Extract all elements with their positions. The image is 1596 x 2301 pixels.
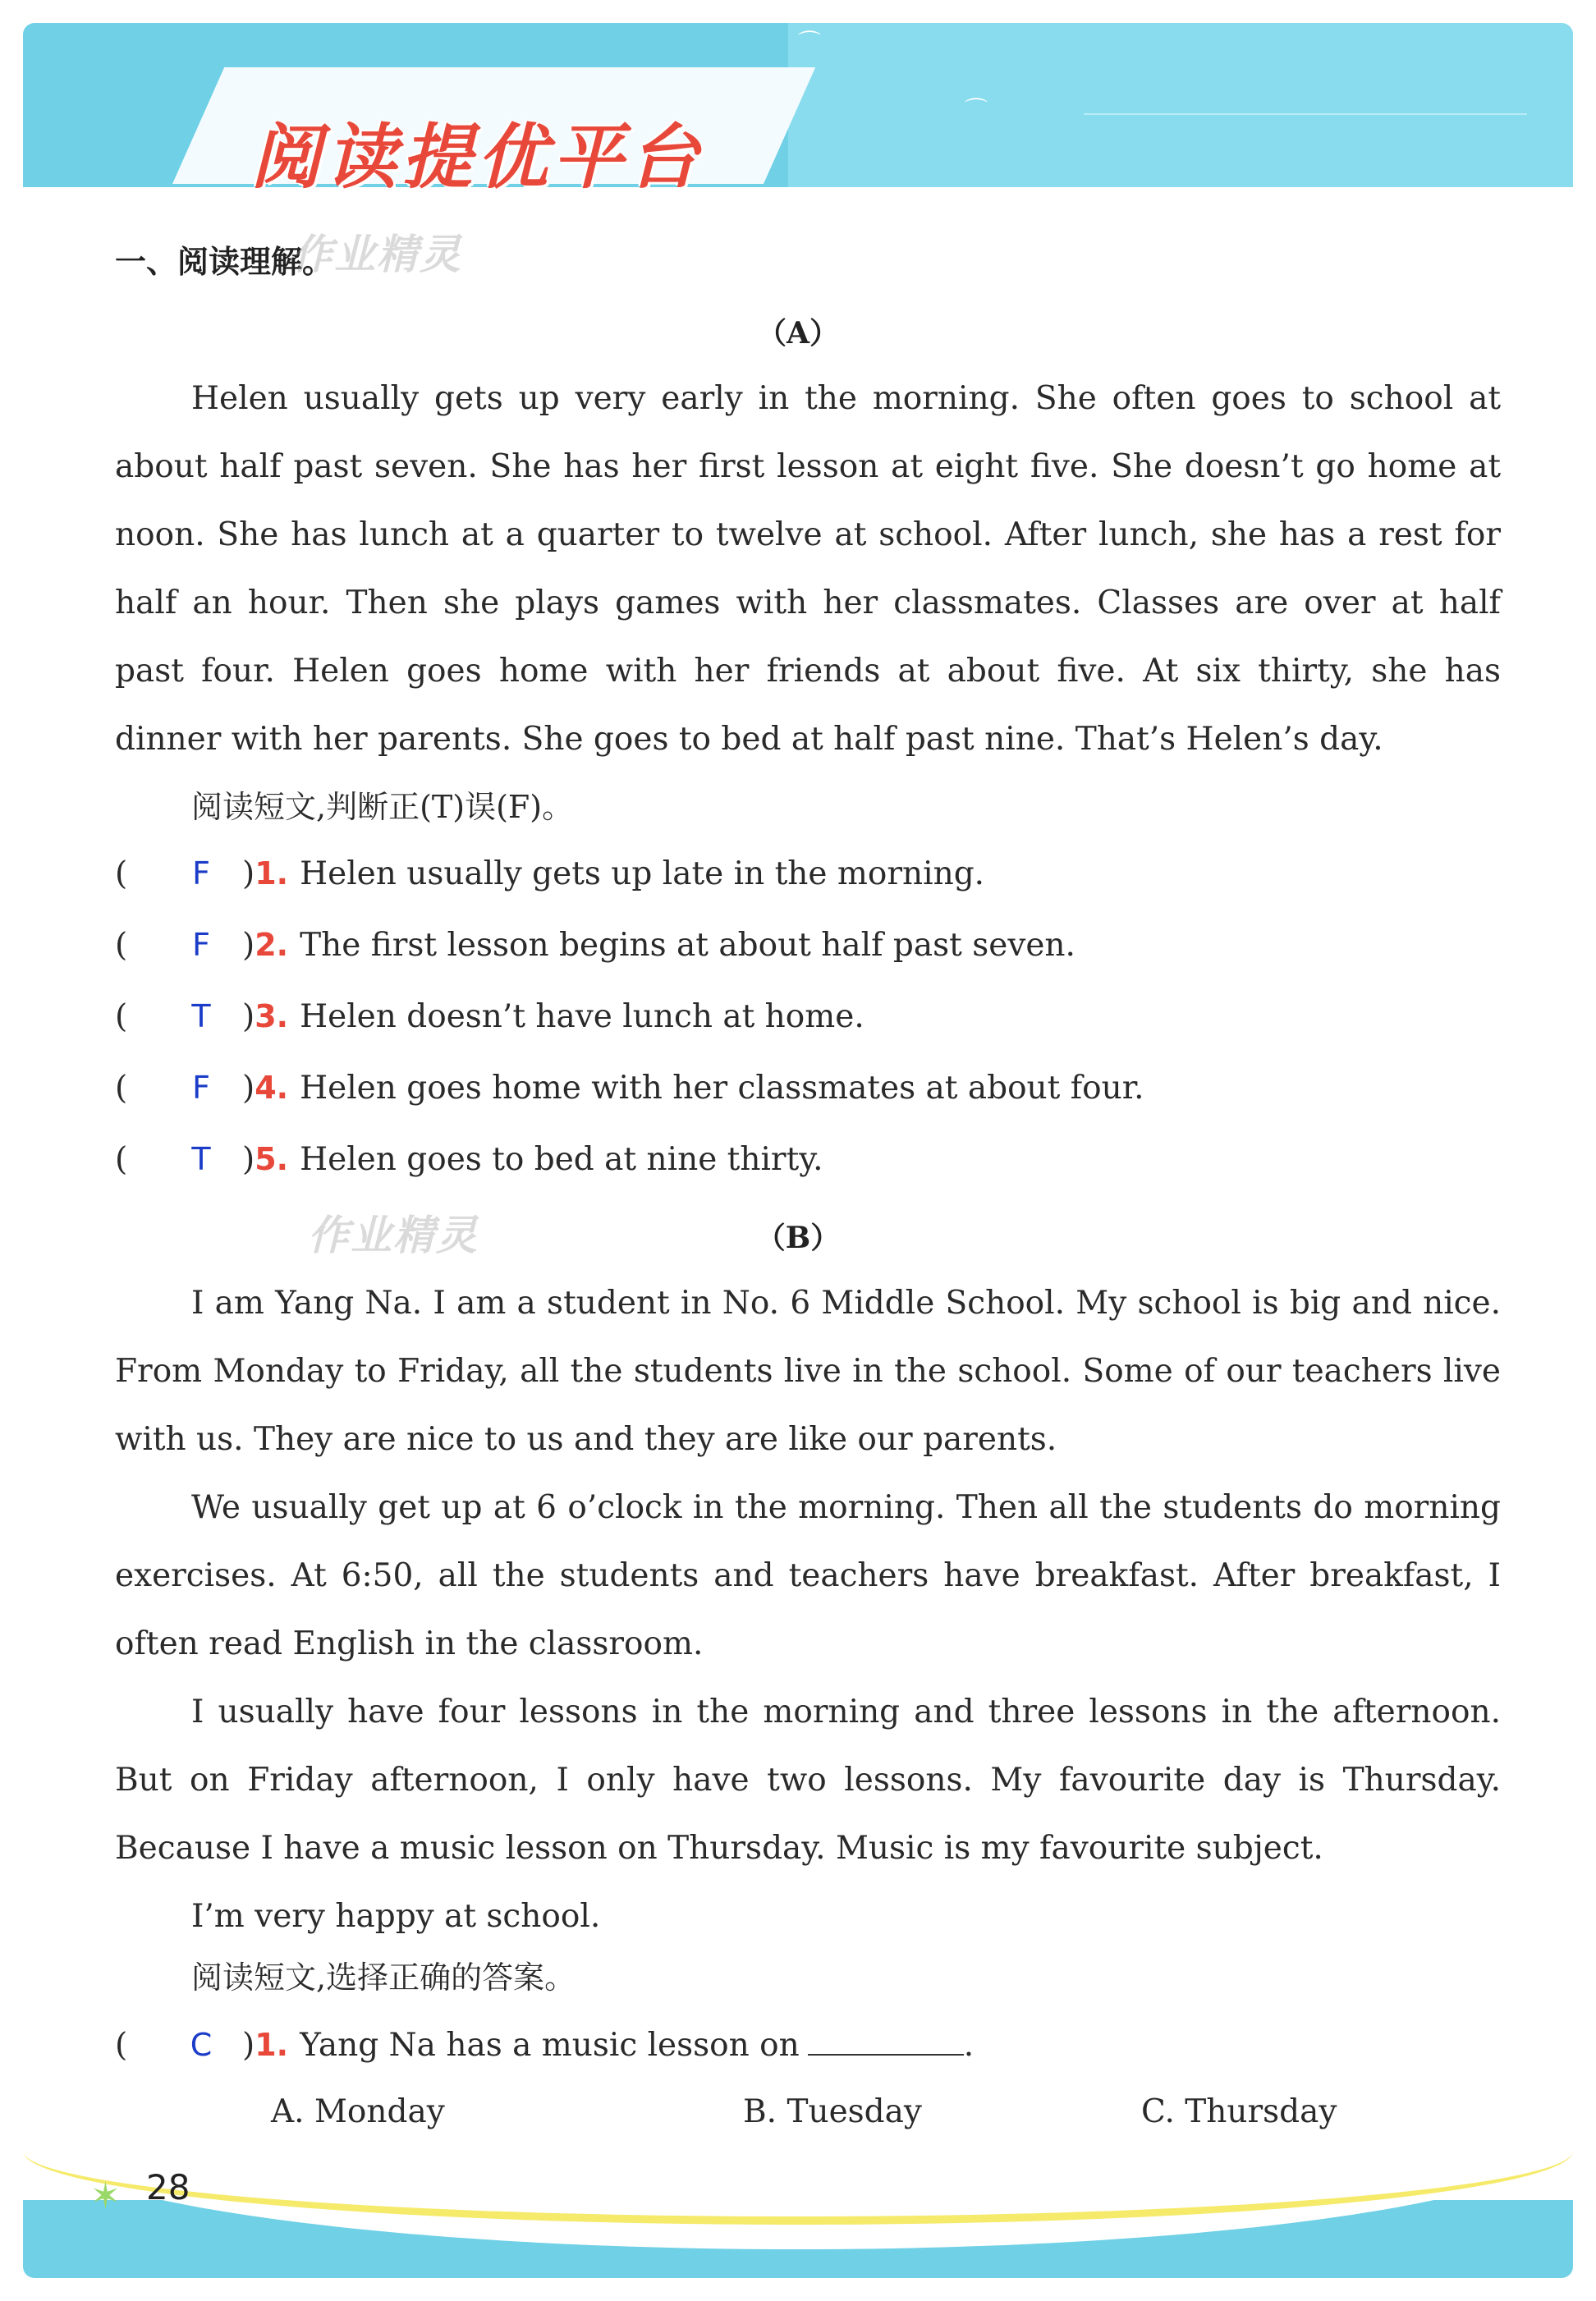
bird-icon: ⌒ — [965, 96, 988, 123]
answer-mark: T — [191, 998, 211, 1034]
question-text: Helen usually gets up late in the morning. — [300, 855, 985, 892]
bird-icon: ⌒ — [798, 29, 822, 56]
part-b-instruction: 阅读短文,选择正确的答案。 — [191, 1960, 576, 1996]
header-divider — [1084, 113, 1527, 115]
question-text: Helen goes to bed at nine thirty. — [300, 1141, 823, 1178]
star-icon: ✶ — [90, 2175, 121, 2217]
watermark: 作业精灵 — [291, 231, 462, 278]
answer-mark: F — [192, 927, 210, 963]
part-a-instruction: 阅读短文,判断正(T)误(F)。 — [191, 789, 574, 825]
question-row: ( C )1. Yang Na has a music lesson on . — [115, 2024, 974, 2064]
part-b-paragraph: We usually get up at 6 o’clock in the morning. Then all the students do morning exercises. At 6:50, all the students and teachers have breakfast. After breakfast, I often read English in the classroom. — [115, 1489, 1501, 1662]
question-row: ( F )4. Helen goes home with her classmates at about four. — [115, 1070, 1144, 1107]
answer-mark: F — [192, 855, 210, 892]
option-c: C. Thursday — [1141, 2093, 1337, 2130]
part-b-paragraph: I usually have four lessons in the morning and three lessons in the afternoon. But on Friday afternoon, I only have two lessons. My favourite day is Thursday. Because I have a music lesson on Thursday. Music is my favourite subject. — [115, 1694, 1501, 1867]
page-title: 阅读提优平台 — [250, 117, 704, 199]
watermark: 作业精灵 — [308, 1212, 479, 1259]
question-text: Helen doesn’t have lunch at home. — [300, 998, 864, 1035]
header-banner-highlight — [788, 23, 1573, 187]
question-row: ( F )2. The first lesson begins at about half past seven. — [115, 927, 1075, 964]
question-text: The first lesson begins at about half past seven. — [300, 927, 1075, 964]
question-text: Yang Na has a music lesson on — [300, 2027, 800, 2064]
section-heading: 一、阅读理解。 — [115, 244, 334, 280]
question-row: ( F )1. Helen usually gets up late in the morning. — [115, 855, 985, 892]
part-b-paragraph: I’m very happy at school. — [191, 1898, 601, 1935]
part-a-passage: Helen usually gets up very early in the morning. She often goes to school at about half past seven. She has her first lesson at eight five. She doesn’t go home at noon. She has lunch at a quarter to twelve at school. After lunch, she has a rest for half an hour. Then she plays games with her classmates. Classes are over at half past four. Helen goes home with her friends at about five. At six thirty, she has dinner with her parents. She goes to bed at half past nine. That’s Helen’s day. — [115, 380, 1501, 758]
option-a: A. Monday — [271, 2093, 445, 2130]
part-b-paragraph: I am Yang Na. I am a student in No. 6 Middle School. My school is big and nice. From Monday to Friday, all the students live in the school. Some of our teachers live with us. They are nice to us and they are like our parents. — [115, 1285, 1501, 1458]
answer-mark: C — [190, 2027, 213, 2063]
question-row: ( T )3. Helen doesn’t have lunch at home. — [115, 998, 864, 1035]
answer-mark: T — [191, 1141, 211, 1177]
page-number: 28 — [146, 2167, 190, 2207]
part-a-label: （A） — [757, 316, 839, 351]
question-text: Helen goes home with her classmates at about four. — [300, 1070, 1144, 1107]
answer-blank — [808, 2024, 964, 2056]
question-row: ( T )5. Helen goes to bed at nine thirty. — [115, 1141, 823, 1178]
option-b: B. Tuesday — [743, 2093, 922, 2130]
answer-mark: F — [192, 1070, 210, 1106]
part-b-label: （B） — [755, 1221, 841, 1255]
